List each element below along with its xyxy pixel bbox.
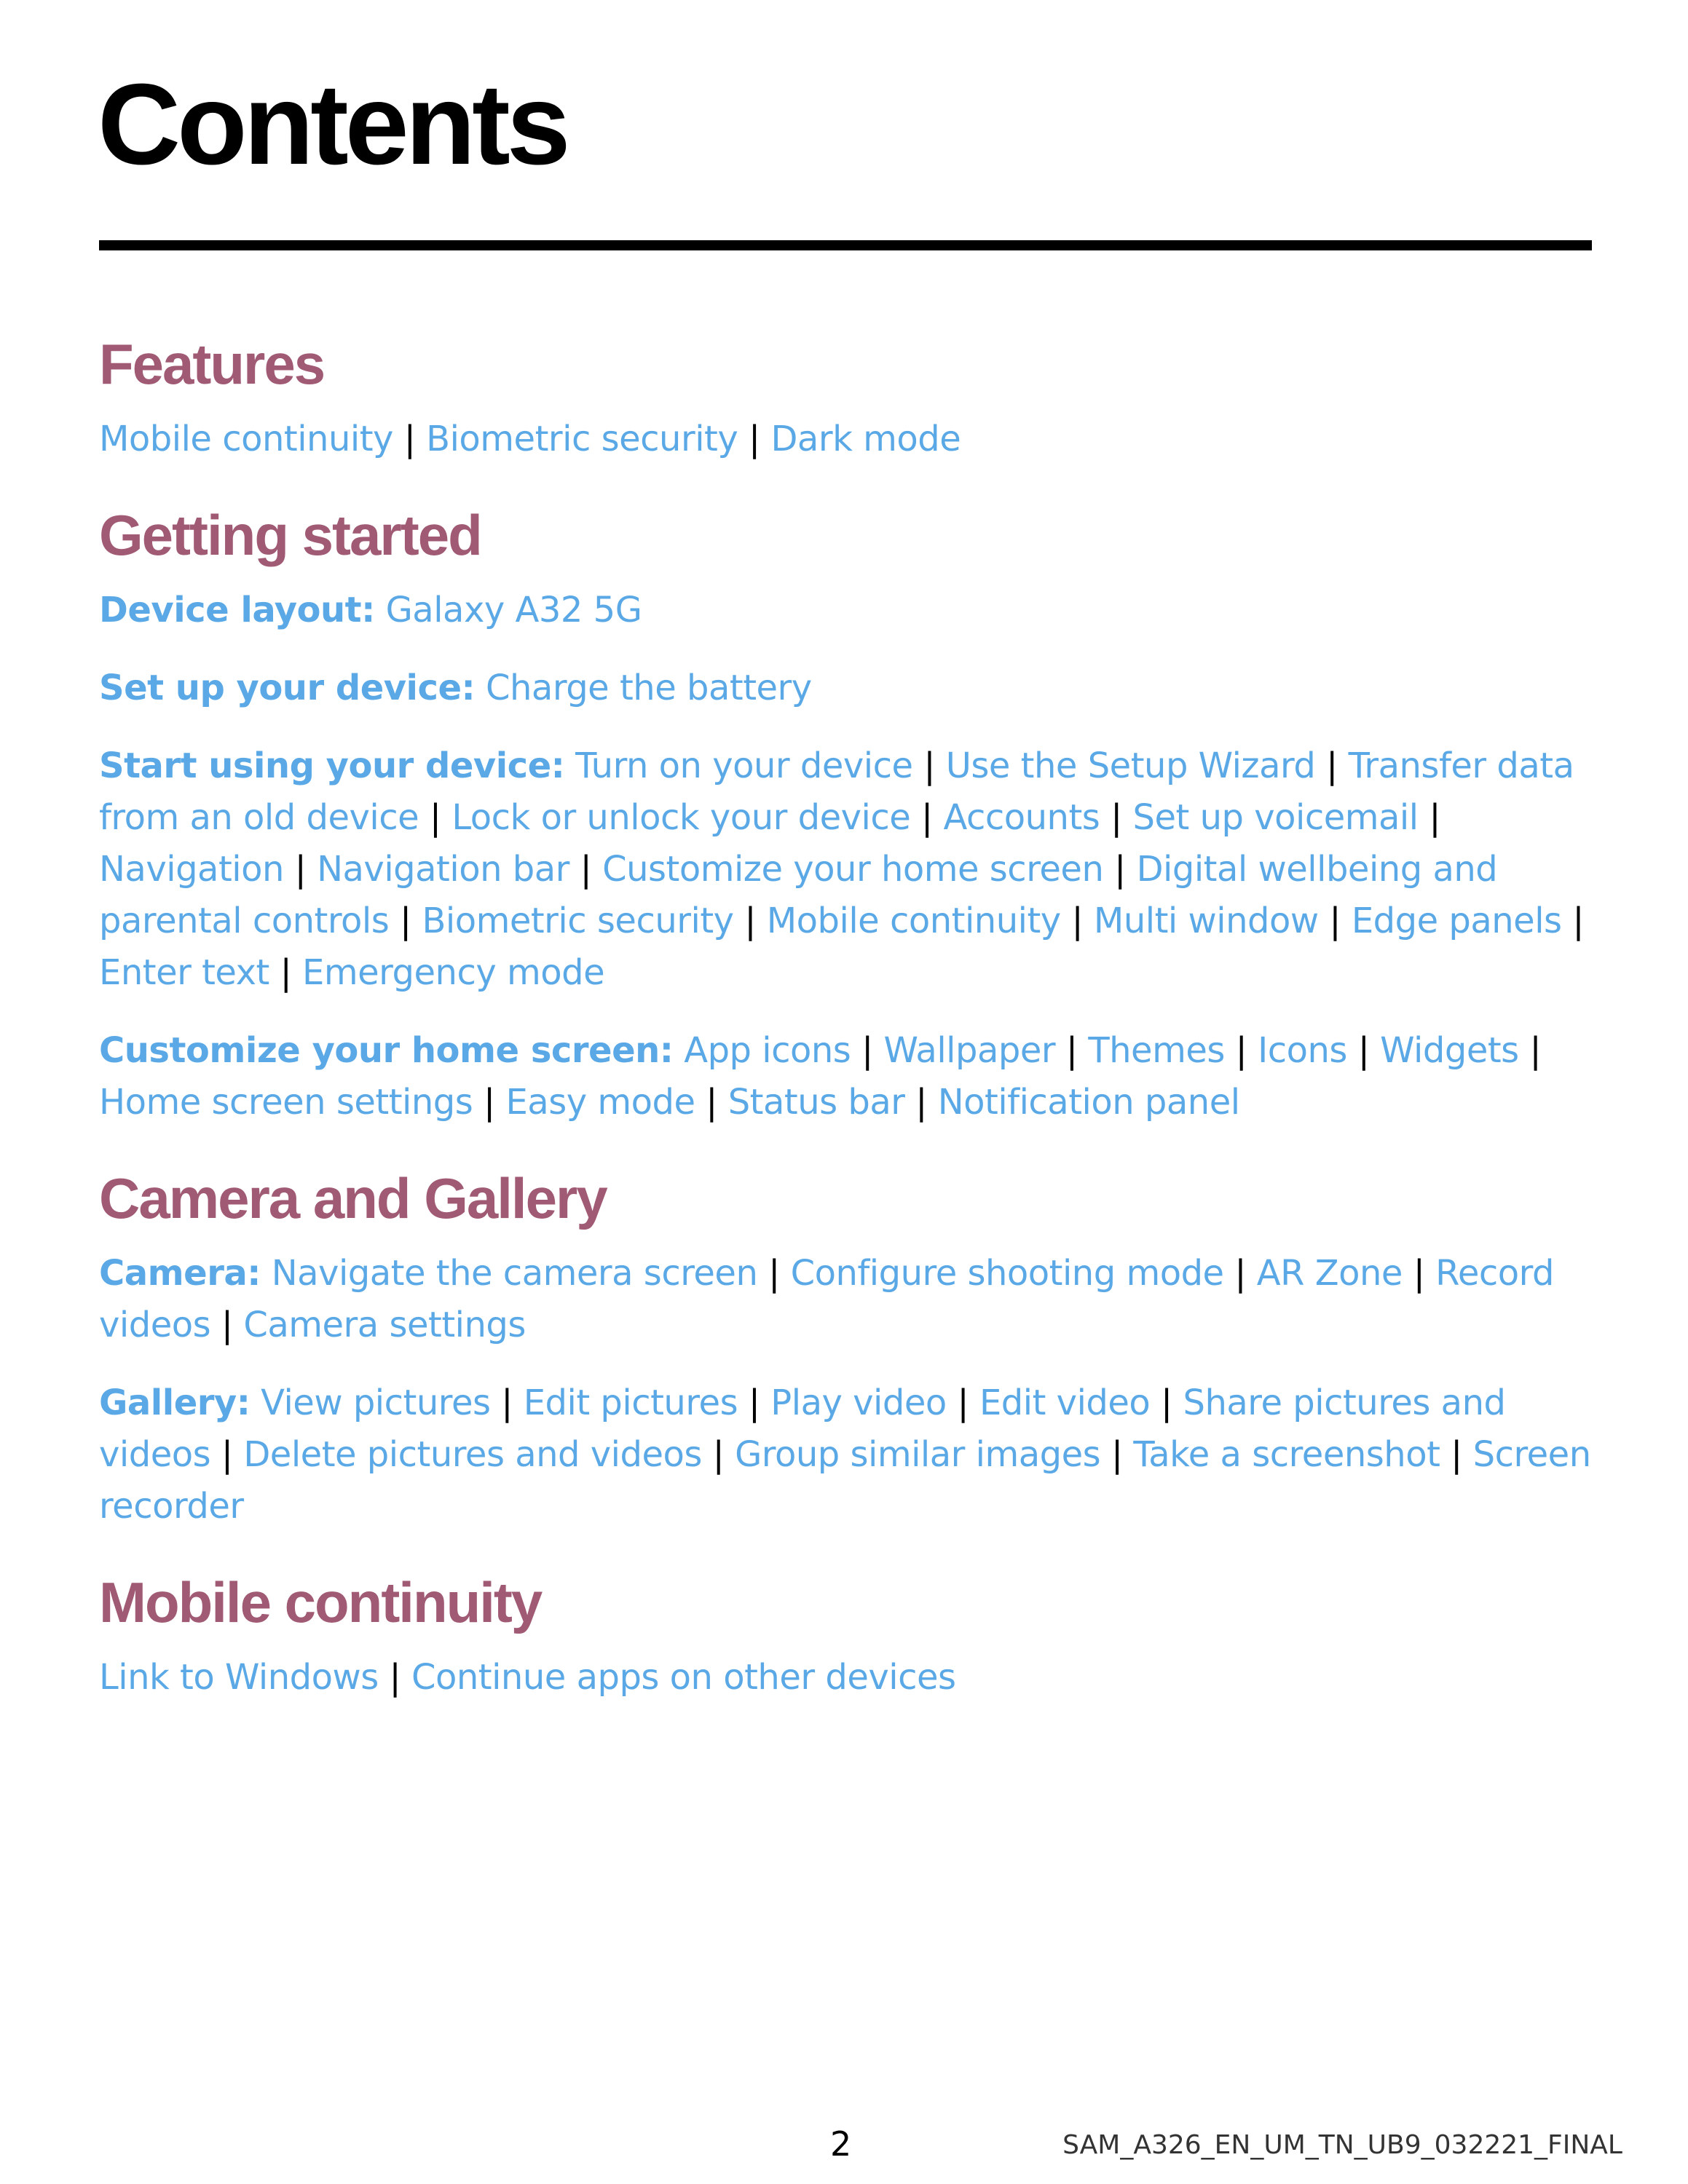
link-separator: | (957, 1382, 969, 1423)
link-separator: | (744, 901, 756, 941)
toc-entry (99, 1025, 1596, 1128)
toc-link-emergency-mode[interactable]: Emergency mode (302, 952, 605, 993)
link-separator: | (1357, 1030, 1370, 1071)
toc-link-notification-panel[interactable]: Notification panel (937, 1082, 1240, 1123)
section-heading-getting-started: Getting started (99, 503, 481, 567)
toc-entry (99, 1377, 1596, 1532)
toc-link-view-pictures[interactable]: View pictures (261, 1382, 491, 1423)
link-separator: | (1572, 901, 1584, 941)
toc-link-themes[interactable]: Themes (1088, 1030, 1225, 1071)
link-separator: | (923, 745, 935, 786)
entry-label-camera[interactable]: Camera: (99, 1253, 261, 1294)
link-separator: | (748, 1382, 760, 1423)
toc-link-easy-mode[interactable]: Easy mode (505, 1082, 695, 1123)
toc-link-take-a-screenshot[interactable]: Take a screenshot (1133, 1434, 1440, 1475)
toc-link-mobile-continuity[interactable]: Mobile continuity (766, 901, 1061, 941)
toc-link-galaxy-a32-5g[interactable]: Galaxy A32 5G (385, 590, 642, 630)
toc-link-ar-zone[interactable]: AR Zone (1256, 1253, 1403, 1294)
toc-link-digital-wellbeing-and-parental-controls[interactable]: Digital wellbeing and parental controls (99, 849, 1498, 941)
toc-link-share-pictures-and-videos[interactable]: Share pictures and videos (99, 1382, 1506, 1475)
link-separator: | (1429, 797, 1441, 838)
link-separator: | (221, 1434, 233, 1475)
link-separator: | (1065, 1030, 1078, 1071)
toc-link-navigation-bar[interactable]: Navigation bar (317, 849, 569, 890)
toc-link-group-similar-images[interactable]: Group similar images (735, 1434, 1101, 1475)
toc-link-configure-shooting-mode[interactable]: Configure shooting mode (790, 1253, 1224, 1294)
link-separator: | (429, 797, 441, 838)
link-separator: | (389, 1657, 401, 1698)
toc-link-charge-the-battery[interactable]: Charge the battery (485, 668, 812, 708)
toc-link-edit-video[interactable]: Edit video (979, 1382, 1151, 1423)
link-separator: | (1234, 1253, 1247, 1294)
entry-label-set-up-your-device[interactable]: Set up your device: (99, 668, 476, 708)
link-separator: | (403, 419, 416, 459)
link-separator: | (915, 1082, 927, 1123)
toc-entry (99, 1652, 1596, 1704)
link-separator: | (1111, 1434, 1123, 1475)
toc-link-use-the-setup-wizard[interactable]: Use the Setup Wizard (945, 745, 1316, 786)
link-separator: | (712, 1434, 725, 1475)
toc-link-status-bar[interactable]: Status bar (727, 1082, 905, 1123)
entry-label-start-using-your-device[interactable]: Start using your device: (99, 745, 565, 786)
toc-link-camera-settings[interactable]: Camera settings (243, 1305, 526, 1345)
toc-link-play-video[interactable]: Play video (770, 1382, 947, 1423)
toc-link-accounts[interactable]: Accounts (943, 797, 1100, 838)
toc-link-delete-pictures-and-videos[interactable]: Delete pictures and videos (243, 1434, 702, 1475)
link-separator: | (1114, 849, 1126, 890)
toc-link-widgets[interactable]: Widgets (1380, 1030, 1519, 1071)
page-number: 2 (830, 2124, 852, 2164)
toc-link-enter-text[interactable]: Enter text (99, 952, 269, 993)
link-separator: | (400, 901, 411, 941)
link-separator: | (1451, 1434, 1462, 1475)
toc-link-icons[interactable]: Icons (1258, 1030, 1347, 1071)
toc-link-turn-on-your-device[interactable]: Turn on your device (575, 745, 913, 786)
toc-link-link-to-windows[interactable]: Link to Windows (99, 1657, 379, 1698)
entry-label-gallery[interactable]: Gallery: (99, 1382, 251, 1423)
toc-link-lock-or-unlock-your-device[interactable]: Lock or unlock your device (451, 797, 911, 838)
toc-entry (99, 740, 1596, 999)
toc-link-set-up-voicemail[interactable]: Set up voicemail (1132, 797, 1419, 838)
toc-link-wallpaper[interactable]: Wallpaper (883, 1030, 1056, 1071)
document-code: SAM_A326_EN_UM_TN_UB9_032221_FINAL (1062, 2130, 1622, 2160)
link-separator: | (861, 1030, 873, 1071)
toc-entry (99, 585, 1596, 636)
link-separator: | (580, 849, 592, 890)
section-heading-features: Features (99, 332, 325, 396)
link-separator: | (749, 419, 760, 459)
link-separator: | (1529, 1030, 1542, 1071)
link-separator: | (1329, 901, 1341, 941)
link-separator: | (706, 1082, 717, 1123)
toc-link-dark-mode[interactable]: Dark mode (770, 419, 961, 459)
toc-entry (99, 414, 1596, 465)
section-heading-camera-and-gallery: Camera and Gallery (99, 1166, 607, 1230)
link-separator: | (1413, 1253, 1425, 1294)
toc-link-multi-window[interactable]: Multi window (1093, 901, 1319, 941)
link-separator: | (280, 952, 292, 993)
toc-link-home-screen-settings[interactable]: Home screen settings (99, 1082, 473, 1123)
title-divider (99, 240, 1592, 250)
link-separator: | (1111, 797, 1122, 838)
toc-link-app-icons[interactable]: App icons (684, 1030, 851, 1071)
link-separator: | (294, 849, 307, 890)
page-title: Contents (98, 60, 567, 189)
toc-link-biometric-security[interactable]: Biometric security (422, 901, 734, 941)
link-separator: | (221, 1305, 233, 1345)
link-separator: | (1071, 901, 1084, 941)
toc-link-customize-your-home-screen[interactable]: Customize your home screen (602, 849, 1104, 890)
toc-link-edit-pictures[interactable]: Edit pictures (523, 1382, 738, 1423)
toc-link-transfer-data-from-an-old-device[interactable]: Transfer data from an old device (99, 745, 1574, 838)
toc-entry (99, 662, 1596, 714)
toc-link-biometric-security[interactable]: Biometric security (426, 419, 738, 459)
entry-label-device-layout[interactable]: Device layout: (99, 590, 375, 630)
section-heading-mobile-continuity: Mobile continuity (99, 1570, 542, 1634)
link-separator: | (768, 1253, 780, 1294)
toc-link-screen-recorder[interactable]: Screen recorder (99, 1434, 1591, 1527)
link-separator: | (1326, 745, 1338, 786)
link-separator: | (921, 797, 933, 838)
toc-link-edge-panels[interactable]: Edge panels (1351, 901, 1562, 941)
link-separator: | (501, 1382, 513, 1423)
toc-link-navigate-the-camera-screen[interactable]: Navigate the camera screen (271, 1253, 758, 1294)
toc-link-continue-apps-on-other-devices[interactable]: Continue apps on other devices (411, 1657, 956, 1698)
link-separator: | (1161, 1382, 1172, 1423)
link-separator: | (484, 1082, 495, 1123)
toc-link-mobile-continuity[interactable]: Mobile continuity (99, 419, 393, 459)
toc-entry (99, 1248, 1596, 1351)
toc-link-navigation[interactable]: Navigation (99, 849, 284, 890)
toc-link-record-videos[interactable]: Record videos (99, 1253, 1554, 1345)
entry-label-customize-your-home-screen[interactable]: Customize your home screen: (99, 1030, 674, 1071)
link-separator: | (1235, 1030, 1247, 1071)
table-of-contents (99, 328, 1596, 1704)
